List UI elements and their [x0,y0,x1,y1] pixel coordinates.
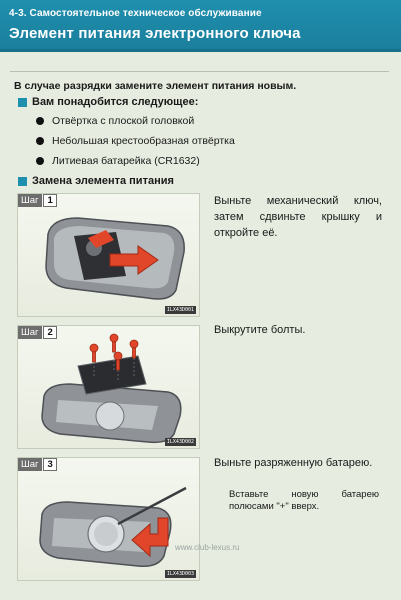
step-badge [18,194,57,207]
step-badge [18,326,57,339]
step-label: Шаг [18,458,42,471]
step-number: 2 [43,326,56,339]
needs-heading [18,96,198,108]
step-badge [18,458,57,471]
step-label: Шаг [18,194,42,207]
replace-heading-text: Замена элемента питания [32,175,174,187]
watermark: www.club-lexus.ru [175,543,240,552]
step-1-illustration [17,193,200,317]
step-number: 1 [43,194,56,207]
bullet-dot-icon [36,137,44,145]
step-3-illustration [17,457,200,581]
page-title: Элемент питания электронного ключа [9,25,301,42]
list-item-text: Небольшая крестообразная отвёртка [52,135,235,147]
step-3-note: Вставьте новую батарею полюсами "+" вверх. [229,489,379,512]
step-3-text: Выньте разряженную батарею. [214,457,373,469]
step-2-text: Выкрутите болты. [214,324,306,336]
figure-code: ILX43D001 [166,307,194,313]
list-item-text: Литиевая батарейка (CR1632) [52,155,200,167]
key-fob-bolts-illustration [18,326,200,449]
list-item-text: Отвёртка с плоской головкой [52,115,195,127]
section-title: 4-3. Самостоятельное техническое обслуживание [9,8,262,19]
step-1-text: Выньте механический ключ, затем сдвиньте крышку и откройте её. [214,195,382,239]
step-number: 3 [43,458,56,471]
square-bullet-icon [18,98,27,107]
list-item [36,115,194,127]
key-fob-battery-illustration [18,458,200,581]
page-header [0,0,401,52]
step-label: Шаг [18,326,42,339]
figure-code: ILX43D003 [166,571,194,577]
key-fob-slide-illustration [18,194,200,317]
square-bullet-icon [18,177,27,186]
list-item [36,155,200,167]
list-item [36,135,235,147]
divider [10,71,389,72]
bullet-dot-icon [36,157,44,165]
intro-text: В случае разрядки замените элемент питания новым. [14,80,297,92]
needs-heading-text: Вам понадобится следующее: [32,96,199,108]
step-2-illustration [17,325,200,449]
bullet-dot-icon [36,117,44,125]
replace-heading [18,175,174,187]
figure-code: ILX43D002 [166,439,194,445]
header-rule [0,49,401,52]
